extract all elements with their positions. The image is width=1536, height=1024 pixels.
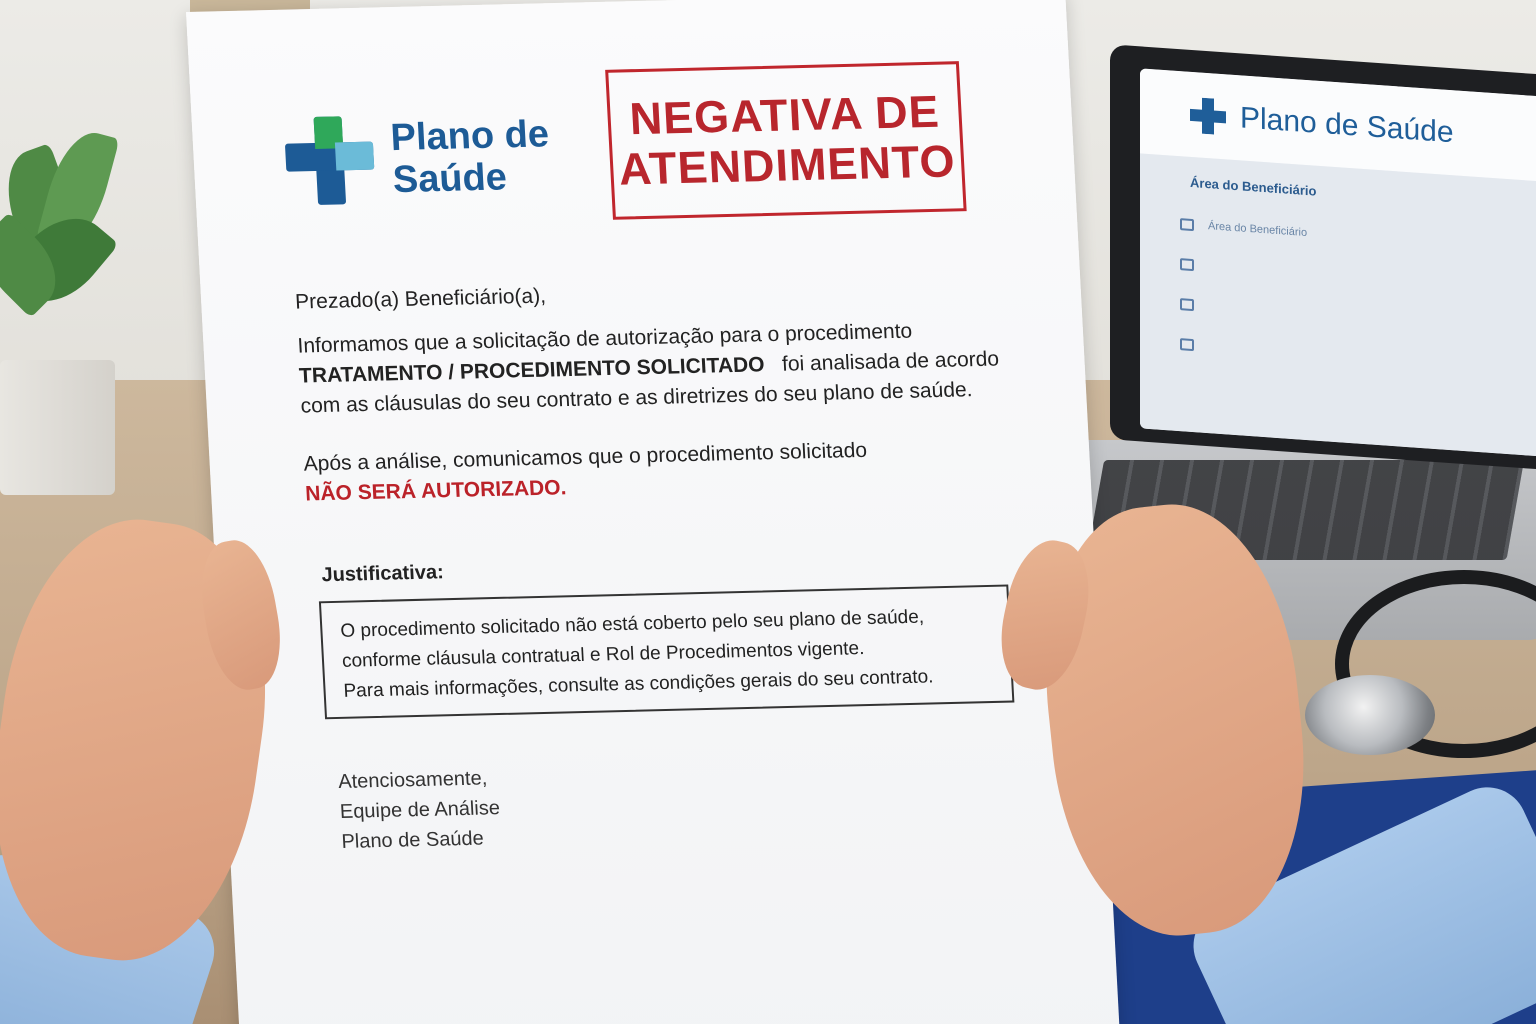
screen-section-title: Área do Beneficiário	[1190, 174, 1317, 199]
denial-statement: NÃO SERÁ AUTORIZADO.	[304, 476, 567, 506]
denial-letter	[186, 0, 1122, 1024]
closing-line: Atenciosamente,	[337, 767, 488, 794]
screen-menu-item	[1180, 216, 1500, 254]
justification-line: conforme cláusula contratual e Rol de Procedimentos vigente.	[341, 638, 865, 672]
document-icon	[1180, 258, 1194, 271]
stamp-line-1: NEGATIVA DE	[628, 85, 941, 145]
medical-cross-icon	[284, 116, 377, 206]
denial-stamp	[605, 61, 967, 220]
para2-line: Após a análise, comunicamos que o procedimento solicitado	[303, 438, 868, 476]
laptop-screen-frame	[1110, 44, 1536, 470]
logo-line-2: Saúde	[391, 156, 508, 202]
closing-signature	[338, 763, 503, 857]
laptop-screen	[1140, 68, 1536, 457]
decision-paragraph	[303, 432, 1025, 510]
para1-mid: foi analisada de acordo	[781, 347, 1000, 376]
medical-cross-icon	[1190, 96, 1226, 135]
document-icon	[1180, 338, 1194, 351]
logo-text	[390, 113, 553, 201]
document-icon	[1180, 298, 1194, 311]
request-paragraph	[297, 314, 1021, 422]
document-icon	[1180, 218, 1194, 231]
stethoscope-chestpiece	[1305, 675, 1435, 755]
health-plan-logo	[284, 111, 553, 205]
screen-menu-item-label: Área do Beneficiário	[1208, 220, 1308, 240]
closing-line: Plano de Saúde	[340, 827, 485, 854]
stamp-line-2: ATENDIMENTO	[617, 135, 957, 195]
justification-line: Para mais informações, consulte as condições gerais do seu contrato.	[343, 666, 934, 702]
justification-label: Justificativa:	[320, 561, 445, 587]
screen-menu-item	[1180, 296, 1500, 334]
screen-menu-item	[1180, 336, 1500, 374]
potted-plant	[0, 110, 130, 390]
para1-line: com as cláusulas do seu contrato e as diretrizes do seu plano de saúde.	[300, 378, 974, 418]
screen-brand-title: Plano de Saúde	[1240, 100, 1454, 149]
plant-pot	[0, 360, 115, 495]
justification-box	[319, 584, 1015, 719]
greeting: Prezado(a) Beneficiário(a),	[294, 284, 547, 314]
procedure-name: TRATAMENTO / PROCEDIMENTO SOLICITADO	[298, 353, 766, 388]
justification-line: O procedimento solicitado não está coberto pelo seu plano de saúde,	[339, 606, 925, 642]
closing-line: Equipe de Análise	[339, 797, 501, 824]
screen-sidebar	[1140, 153, 1536, 457]
screen-menu-item	[1180, 256, 1500, 294]
para1-line: Informamos que a solicitação de autorização para o procedimento	[296, 319, 913, 358]
logo-line-1: Plano de	[389, 113, 550, 160]
